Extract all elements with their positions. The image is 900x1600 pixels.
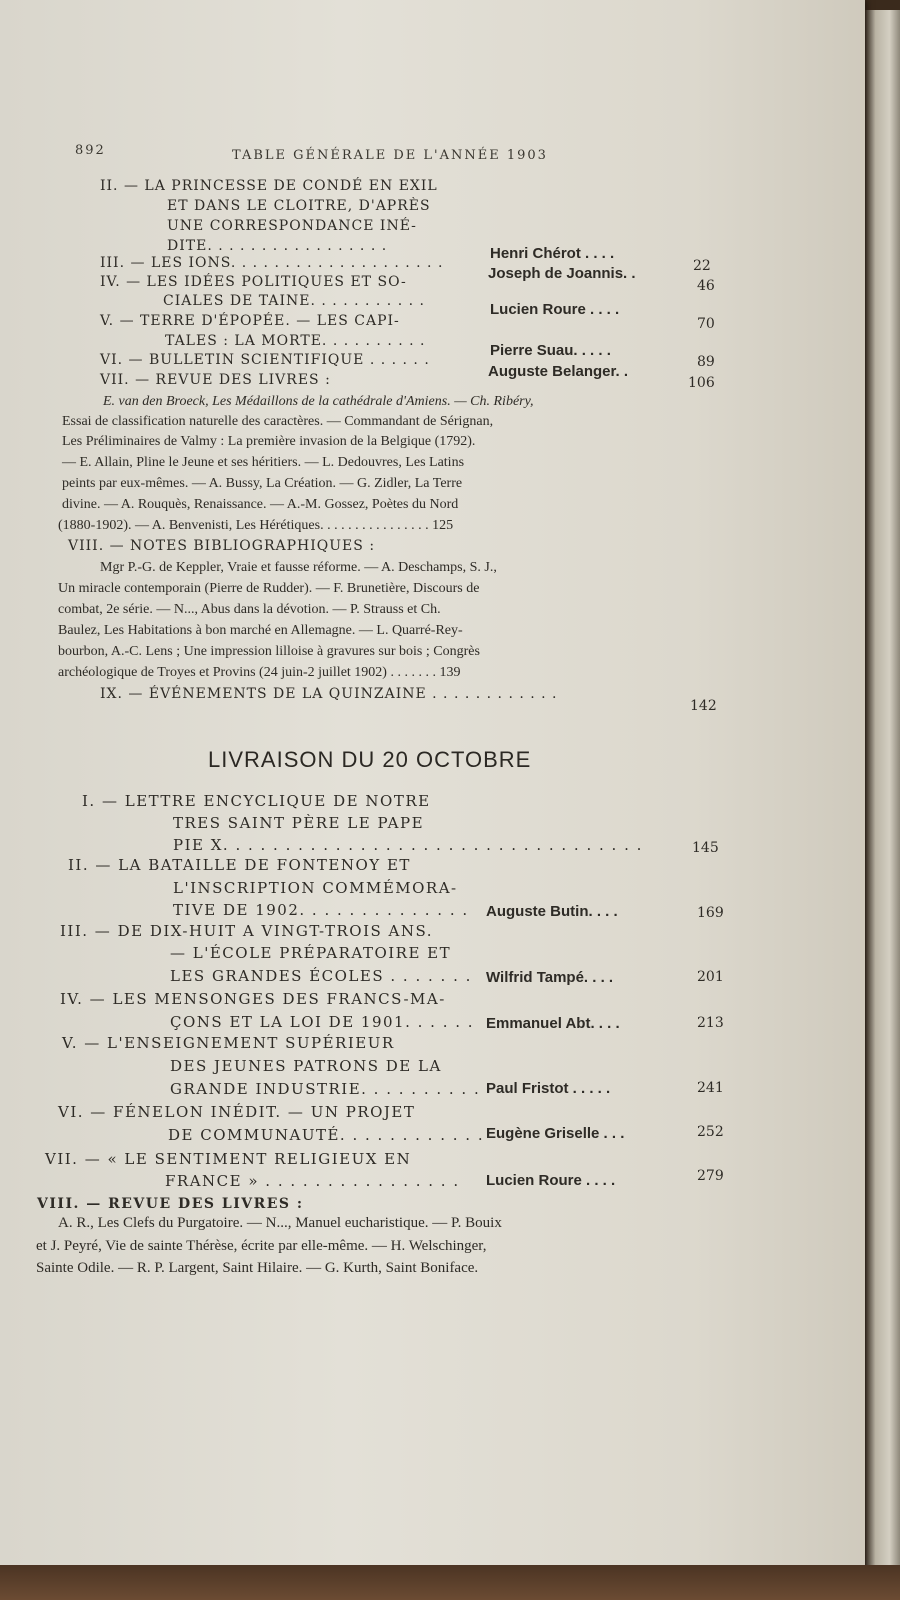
revue-heading: VIII. — REVUE DES LIVRES : xyxy=(37,1196,304,1212)
book-page: 892 TABLE GÉNÉRALE DE L'ANNÉE 1903 II. — LA PRINCESSE DE CONDÉ EN EXIL ET DANS LE CLOITRE, D'APRÈS UNE CORRESPONDANCE INÉ- DITE. . . . . . . . . . . . . . . . . Henri Chérot . . . . 22 III. — LES IONS. . . . . . . . . . . . . . . . . . . . Joseph de Joannis. . 46 IV. — LES IDÉES POLITIQUES ET SO- CIALES DE TAINE. . . . . . . . . . . Lucien Roure . . . . 70 V. — TERRE D'ÉPOPÉE. — LES CAPI- TALES : LA MORTE. . . . . . . . . . Pierre Suau. . . . . 89 VI. — BULLETIN SCIENTIFIQUE . . . . . . Auguste Belanger. . 106 VII. — REVUE DES LIVRES : E. van den Broeck, Les Médaillons de la cathédrale d'Amiens. — Ch. Ribéry, Essai de classification naturelle des caractères. — Commandant de Sérignan, Les Préliminaires de Valmy : La première invasion de la Belgique (1792). — E. Allain, Pline le Jeune et ses héritiers. — L. Dedouvres, Les Latins peints par eux-mêmes. — A. Bussy, La Création. — G. Zidler, La Terre divine. — A. Rouquès, Renaissance. — A.-M. Gossez, Poètes du Nord (1880-1902). — A. Benvenisti, Les Hérétiques. . . . . . . . . . . . . . . . 125 VIII. — NOTES BIBLIOGRAPHIQUES : Mgr P.-G. de Keppler, Vraie et fausse réforme. — A. Deschamps, S. J., Un miracle contemporain (Pierre de Rudder). — F. Brunetière, Discours de combat, 2e série. — N..., Abus dans la dévotion. — P. Strauss et Ch. Baulez, Les Habitations à bon marché en Allemagne. — L. Quarré-Rey- bourbon, A.-C. Lens ; Une impression lilloise à gravures sur bois ; Congrès archéologique de Troyes et Provins (24 juin-2 juillet 1902) . . . . . . . 139 IX. — ÉVÉNEMENTS DE LA QUINZAINE . . . . . . . . . . . . 142 LIVRAISON DU 20 OCTOBRE I. — LETTRE ENCYCLIQUE DE NOTRE TRES SAINT PÈRE LE PAPE PIE X. . . . . . . . . . . . . . . . . . . . . . . . . . . . . . . . . . 145 II. — LA BATAILLE DE FONTENOY ET L'INSCRIPTION COMMÉMORA- TIVE DE 1902. . . . . . . . . . . . . . Auguste Butin. . . . 169 III. — DE DIX-HUIT A VINGT-TROIS ANS. — L'ÉCOLE PRÉPARATOIRE ET LES GRANDES ÉCOLES . . . . . . . Wilfrid Tampé. . . . 201 IV. — LES MENSONGES DES FRANCS-MA- ÇONS ET LA LOI DE 1901. . . . . . Emmanuel Abt. . . . 213 V. — L'ENSEIGNEMENT SUPÉRIEUR DES JEUNES PATRONS DE LA GRANDE INDUSTRIE. . . . . . . . . . Paul Fristot . . . . . 241 VI. — FÉNELON INÉDIT. — UN PROJET DE COMMUNAUTÉ. . . . . . . . . . . . Eugène Griselle . . . 252 VII. — « LE SENTIMENT RELIGIEUX EN FRANCE » . . . . . . . . . . . . . . . . Lucien Roure . . . . 279 VIII. — REVUE DES LIVRES : A. R., Les Clefs du Purgatoire. — N..., Manuel eucharistique. — P. Bouix et J. Peyré, Vie de sainte Thérèse, écrite par elle-même. — H. Welschinger, Sainte Odile. — R. P. Largent, Saint Hilaire. — G. Kurth, Saint Boniface. xyxy=(0,0,865,1580)
running-title: TABLE GÉNÉRALE DE L'ANNÉE 1903 xyxy=(232,148,548,163)
notes-heading: VIII. — NOTES BIBLIOGRAPHIQUES : xyxy=(68,538,376,554)
revue-heading: VII. — REVUE DES LIVRES : xyxy=(100,372,331,388)
book-edge xyxy=(865,10,900,1570)
page-number: 892 xyxy=(75,143,106,158)
section-title: LIVRAISON DU 20 OCTOBRE xyxy=(208,747,532,772)
table-surface xyxy=(0,1565,900,1600)
